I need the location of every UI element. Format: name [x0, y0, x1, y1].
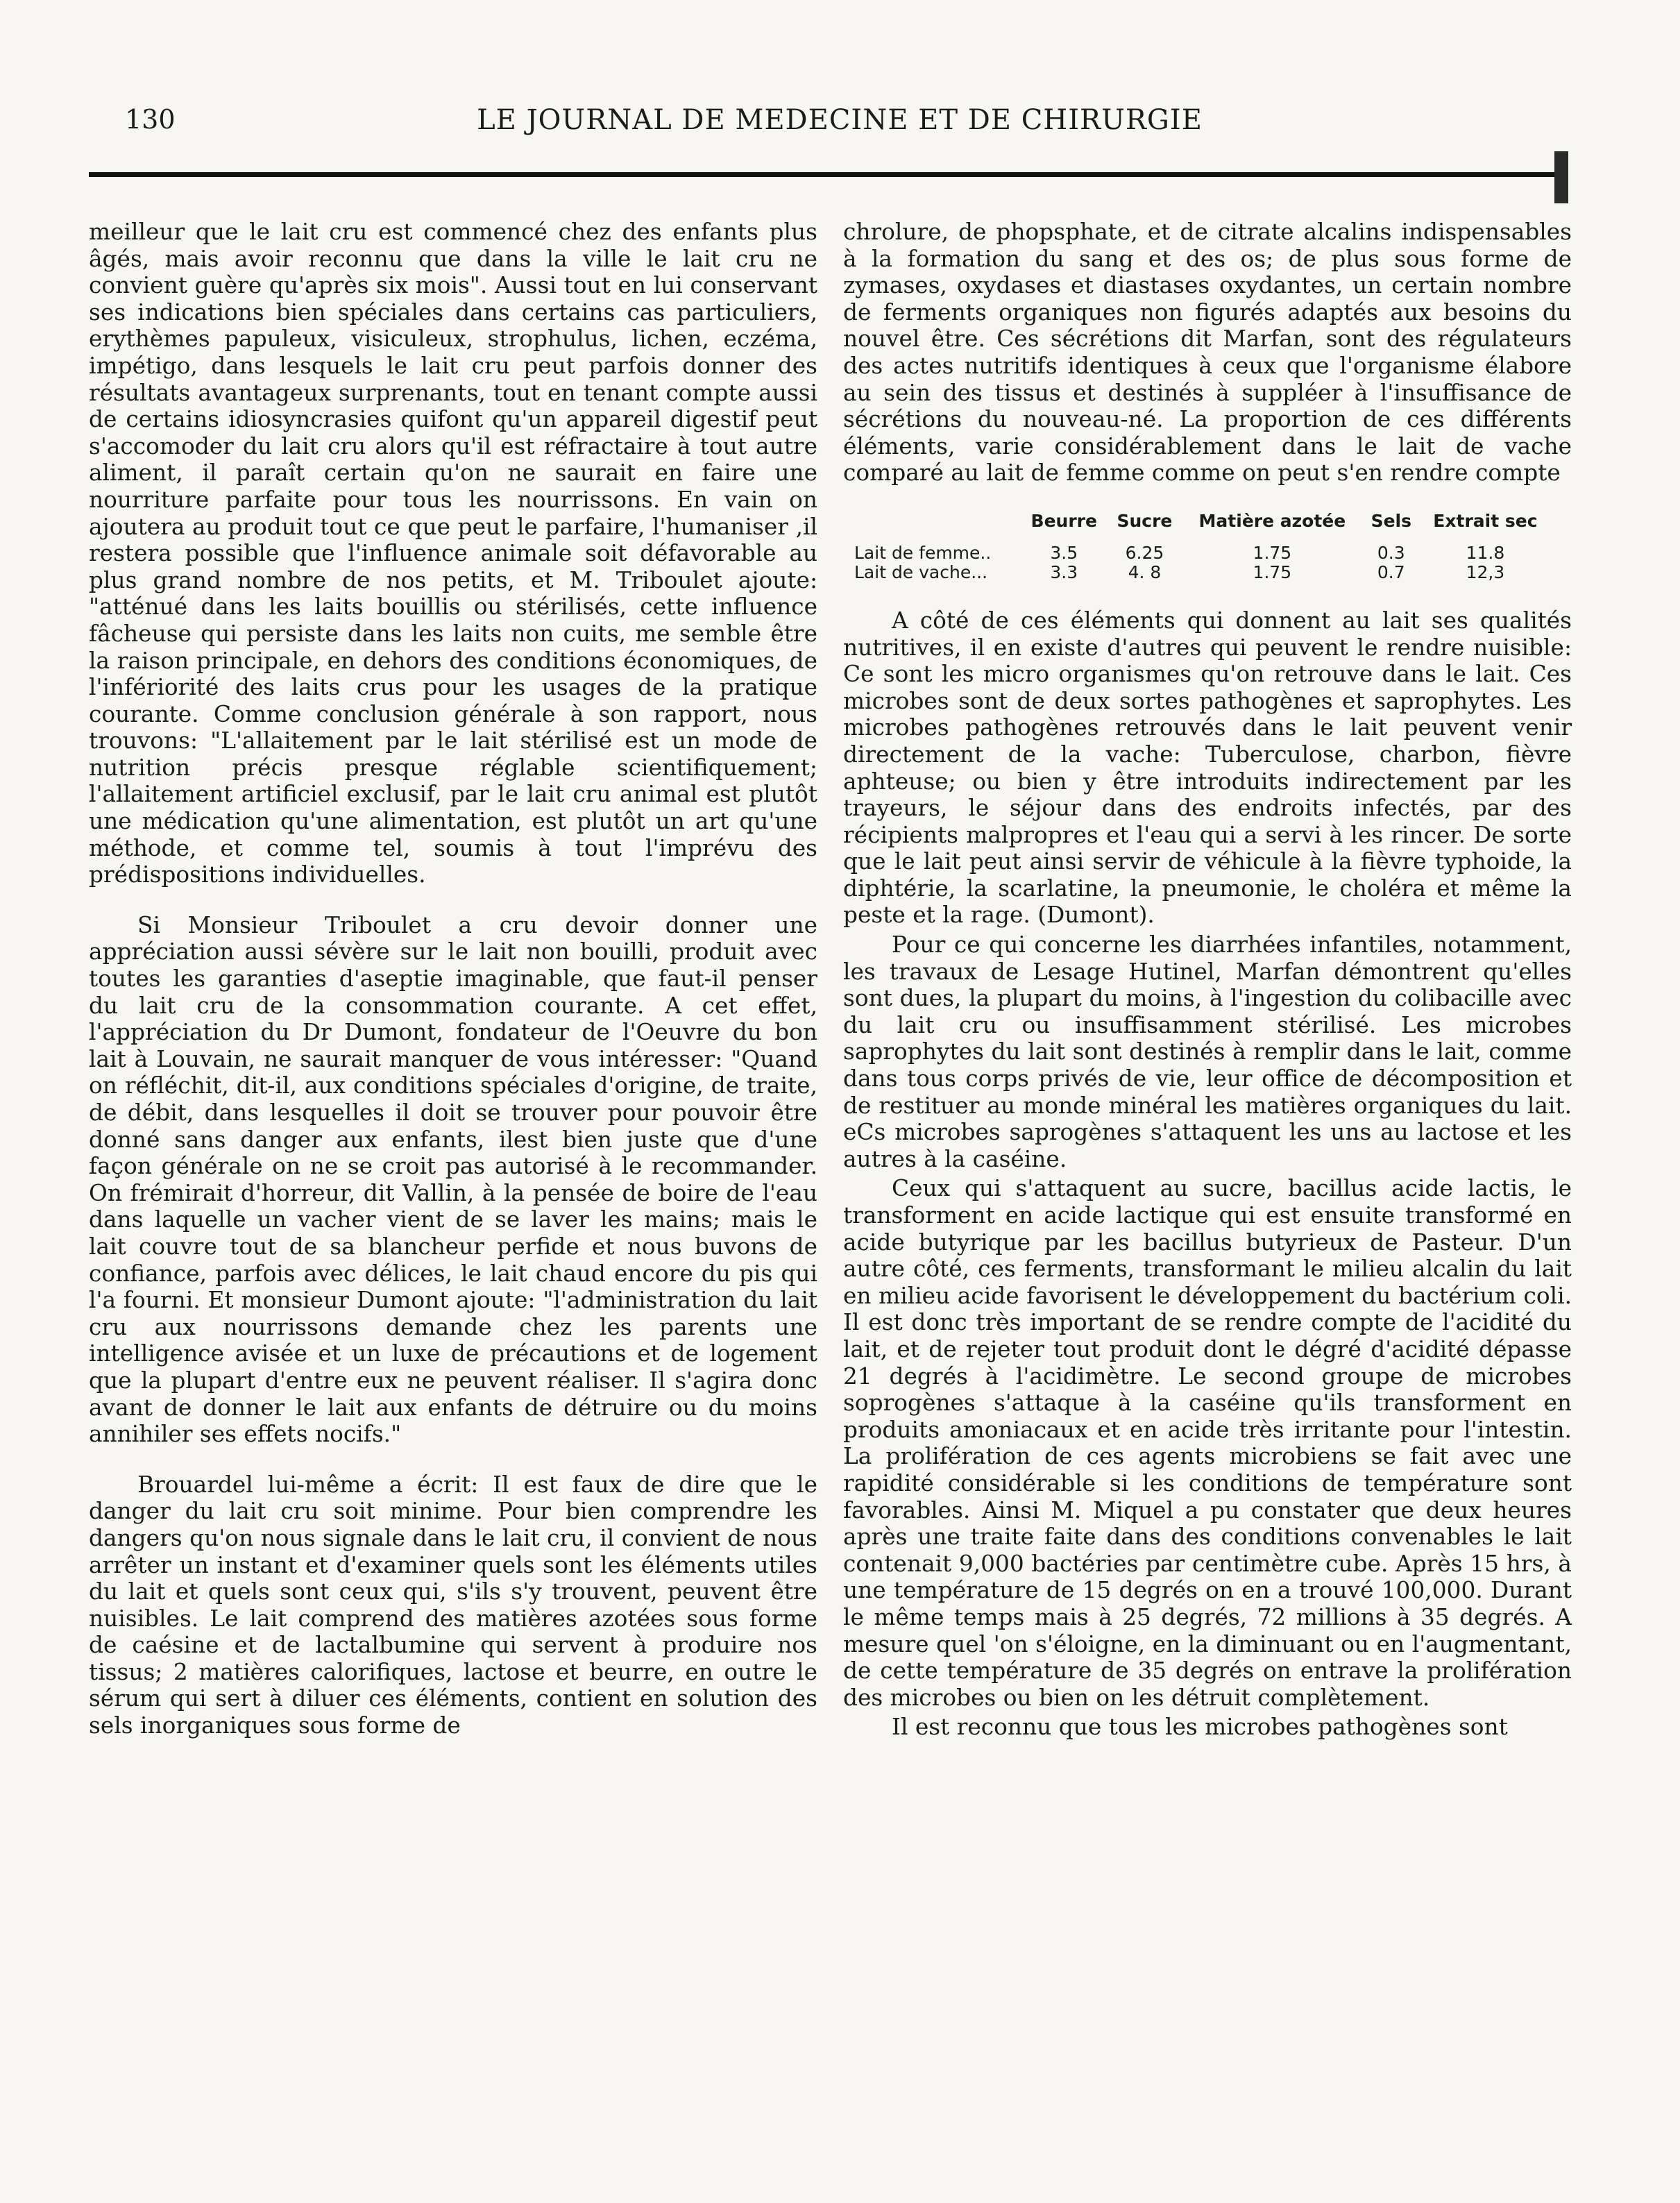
right-paragraph-4: Ceux qui s'attaquent au sucre, bacillus acide lactis, le transforment en acide lactique qui est ensuite transformé en acide butyrique par les bacillus butyrieux de Pasteur. D'un autre côté, ces ferments, transformant le milieu alcalin du lait en milieu acide favorisent le développement du bactérium coli. Il est donc très important de se rendre compte de l'acidité du lait, et de rejeter tout produit dont le dégré d'acidité dépasse 21 degrés à l'acidimètre. Le second groupe de microbes soprogènes s'attaque à la caséine qu'ils transforment en produits amoniacaux et en acide très irritante pour l'intestin. La prolifération de ces agents microbiens se fait avec une rapidité considérable si les conditions de température sont favorables. Ainsi M. Miquel a pu constater que deux heures après une traite faite dans des conditions convenables le lait contenait 9,000 bactéries par centimètre cube. Après 15 hrs, à une température de 15 degrés on en a trouvé 100,000. Durant le même temps mais à 25 degrés, 72 millions à 35 degrés. A mesure quel 'on s'éloigne, en la diminuant ou en l'augmentant, de cette température de 35 degrés on entrave la prolifération des microbes ou bien on les détruit complètement.	[843, 1175, 1572, 1711]
table-header-cell: Matière azotée	[1198, 510, 1346, 531]
table-row	[843, 563, 1551, 582]
left-paragraph-2: Si Monsieur Triboulet a cru devoir donner une appréciation aussi sévère sur le lait non bouilli, produit avec toutes les garanties d'aseptie imaginable, que faut-il penser du lait cru de la consommation courante. A cet effet, l'appréciation du Dr Dumont, fondateur de l'Oeuvre du bon lait à Louvain, ne saurait manquer de vous intéresser: "Quand on réfléchit, dit-il, aux conditions spéciales d'origine, de traite, de débit, dans lesquelles il doit se trouver pour pouvoir être donné sans danger aux enfants, ilest bien juste que d'une façon générale on ne se croit pas autorisé à le recommander. On frémirait d'horreur, dit Vallin, à la pensée de boire de l'eau dans laquelle un vacher vient de se laver les mains; mais le lait couvre tout de sa blancheur perfide et nous buvons de confiance, parfois avec délices, le lait chaud encore du pis qui l'a fourni. Et monsieur Dumont ajoute: "l'administration du lait cru aux nourrissons demande chez les parents une intelligence avisée et un luxe de précautions et de logement que la plupart d'entre eux ne peuvent réaliser. Il s'agira donc avant de donner le lait aux enfants de détruire ou du moins annihiler ses effets nocifs."	[89, 911, 817, 1448]
right-column	[843, 219, 1572, 1741]
table-header-cell: Beurre	[1030, 510, 1097, 531]
right-paragraph-3: Pour ce qui concerne les diarrhées infantiles, notamment, les travaux de Lesage Hutinel, Marfan démontrent qu'elles sont dues, la plupart du moins, à l'ingestion du colibacille avec du lait cru ou insuffisamment stérilisé. Les microbes saprophytes du lait sont destinés à remplir dans le lait, comme dans tous corps privés de vie, leur office de décomposition et de restituer au monde minéral les matières organiques du lait. eCs microbes saprogènes s'attaquent les uns au lactose et les autres à la caséine.	[843, 931, 1572, 1172]
header-rule-end	[1554, 151, 1568, 203]
table-header-cell: Extrait sec	[1433, 510, 1538, 531]
table-cell: 4. 8	[1128, 562, 1162, 582]
table-header-row	[843, 512, 1551, 543]
left-column	[89, 219, 817, 1739]
header-rule	[89, 172, 1563, 177]
table-cell: 6.25	[1125, 542, 1164, 563]
table-header-cell: Sucre	[1117, 510, 1173, 531]
page-number: 130	[125, 104, 176, 135]
right-paragraph-2: A côté de ces éléments qui donnent au lait ses qualités nutritives, il en existe d'autres qui peuvent le rendre nuisible: Ce sont les micro organismes qu'on retrouve dans le lait. Ces microbes sont de deux sortes pathogènes et saprophytes. Les microbes pathogènes retrouvés dans le lait peuvent venir directement de la vache: Tuberculose, charbon, fièvre aphteuse; ou bien y être introduits indirectement par les trayeurs, le séjour dans des endroits infectés, par des récipients malpropres et l'eau qui a servi à les rincer. De sorte que le lait peut ainsi servir de véhicule à la fièvre typhoide, la diphtérie, la scarlatine, la pneumonie, le choléra et même la peste et la rage. (Dumont).	[843, 607, 1572, 929]
table-cell: 3.5	[1050, 542, 1078, 563]
table-cell: 1.75	[1253, 542, 1292, 563]
table-row	[843, 543, 1551, 563]
journal-title: LE JOURNAL DE MEDECINE ET DE CHIRURGIE	[477, 104, 1203, 136]
table-cell: 11.8	[1466, 542, 1505, 563]
table-row-label: Lait de vache...	[854, 562, 988, 582]
table-header-cell: Sels	[1371, 510, 1411, 531]
left-paragraph-3: Brouardel lui-même a écrit: Il est faux de dire que le danger du lait cru soit minime. Pour bien comprendre les dangers qu'on nous signale dans le lait cru, il convient de nous arrêter un instant et d'examiner quels sont les éléments utiles du lait et quels sont ceux qui, s'ils s'y trouvent, peuvent être nuisibles. Le lait comprend des matières azotées sous forme de caésine et de lactalbumine qui servent à produire nos tissus; 2 matières calorifiques, lactose et beurre, en outre le sérum qui sert à diluer ces éléments, contient en solution des sels inorganiques sous forme de	[89, 1471, 817, 1739]
table-cell: 0.3	[1377, 542, 1405, 563]
left-paragraph-1: meilleur que le lait cru est commencé chez des enfants plus âgés, mais avoir reconnu que dans la ville le lait cru ne convient guère qu'après six mois". Aussi tout en lui conservant ses indications bien spéciales dans certains cas particuliers, erythèmes papuleux, visiculeux, strophulus, lichen, eczéma, impétigo, dans lesquels le lait cru peut parfois donner des résultats avantageux surprenants, tout en tenant compte aussi de certains idiosyncrasies quifont qu'un appareil digestif peut s'accomoder du lait cru alors qu'il est réfractaire à tout autre aliment, il paraît certain qu'on ne saurait en faire une nourriture parfaite pour tous les nourrissons. En vain on ajoutera au produit tout ce que peut le parfaire, l'humaniser ,il restera possible que l'influence animale soit défavorable au plus grand nombre de nos petits, et M. Triboulet ajoute: "atténué dans les laits bouillis ou stérilisés, cette influence fâcheuse qui persiste dans les laits non cuits, me semble être la raison principale, en dehors des conditions économiques, de l'infériorité des laits crus pour les usages de la pratique courante. Comme conclusion générale à son rapport, nous trouvons: "L'allaitement par le lait stérilisé est un mode de nutrition précis presque réglable scientifiquement; l'allaitement artificiel exclusif, par le lait cru animal est plutôt une médication qu'une alimentation, est plutôt un art qu'une méthode, et comme tel, soumis à tout l'imprévu des prédispositions individuelles.	[89, 219, 817, 888]
milk-composition-table	[843, 512, 1551, 582]
table-cell: 0.7	[1377, 562, 1405, 582]
right-paragraph-5: Il est reconnu que tous les microbes pathogènes sont	[892, 1714, 1508, 1741]
table-cell: 3.3	[1050, 562, 1078, 582]
table-cell: 1.75	[1253, 562, 1292, 582]
table-cell: 12,3	[1466, 562, 1505, 582]
table-row-label: Lait de femme..	[854, 542, 992, 563]
table-header-blank	[843, 512, 1021, 543]
right-paragraph-1: chrolure, de phopsphate, et de citrate alcalins indispensables à la formation du sang et des os; de plus sous forme de zymases, oxydases et diastases oxydantes, un certain nombre de ferments organiques non figurés adaptés aux besoins du nouvel être. Ces sécrétions dit Marfan, sont des régulateurs des actes nutritifs identiques à ceux que l'organisme élabore au sein des tissus et destinés à suppléer à l'insuffisance de sécrétions du nouveau-né. La proportion de ces différents éléments, varie considérablement dans le lait de vache comparé au lait de femme comme on peut s'en rendre compte	[843, 219, 1572, 487]
page-header	[118, 104, 1561, 153]
